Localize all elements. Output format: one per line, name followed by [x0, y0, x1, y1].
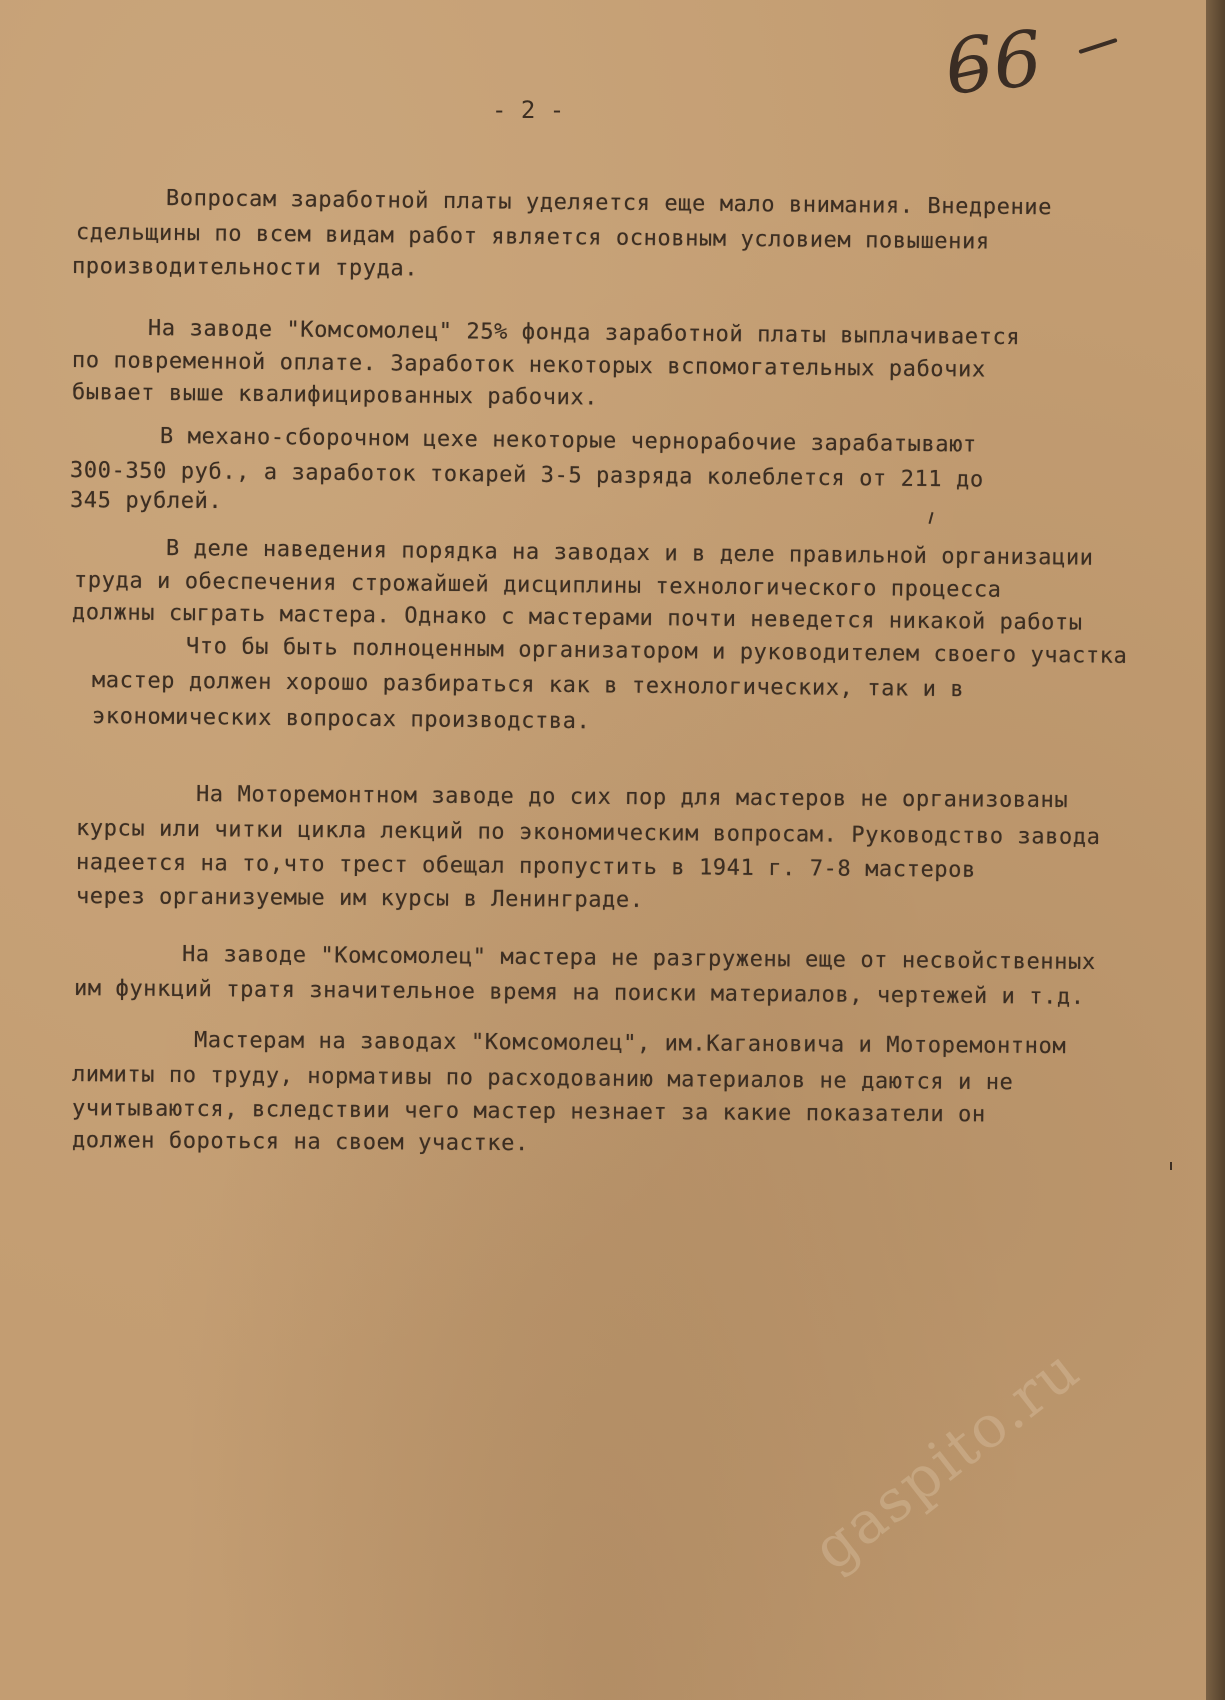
text-line: производительности труда. [71, 254, 419, 282]
text-line: лимиты по труду, нормативы по расходованию материалов не даются и не [71, 1062, 1014, 1096]
page-edge [1206, 0, 1225, 1700]
text-line: надеется на то,что трест обещал пропустить в 1941 г. 7-8 мастеров [75, 850, 977, 883]
text-line: учитываются, вследствии чего мастер незнает за какие показатели он [71, 1096, 986, 1128]
text-line: В деле наведения порядка на заводах и в деле правильной организации [165, 536, 1094, 571]
text-line: труда и обеспечения строжайшей дисциплины технологического процесса [73, 568, 1002, 603]
text-line: должны сыграть мастера. Однако с мастерами почти неведется никакой работы [71, 600, 1083, 636]
text-line: мастер должен хорошо разбираться как в технологических, так и в [91, 668, 965, 703]
text-line: бывает выше квалифицированных рабочих. [71, 380, 599, 411]
text-line: экономических вопросах производства. [91, 704, 591, 735]
pencil-tick-mark [928, 512, 933, 524]
text-line: На заводе "Комсомолец" мастера не разгружены еще от несвойственных [181, 942, 1096, 975]
text-line: Что бы быть полноценным организатором и руководителем своего участка [185, 634, 1128, 669]
text-line: На Моторемонтном заводе до сих пор для мастеров не организованы [195, 782, 1069, 814]
text-line: должен бороться на своем участке. [71, 1128, 529, 1157]
text-line: 300-350 руб., а заработок токарей 3-5 разряда колеблется от 211 до [69, 458, 984, 493]
text-line: по повременной оплате. Заработок некоторых вспомогательных рабочих [71, 348, 986, 383]
text-line: Мастерам на заводах "Комсомолец", им.Кагановича и Моторемонтном [193, 1028, 1067, 1060]
text-line: через организуемые им курсы в Ленинграде. [75, 884, 644, 913]
watermark: gaspito.ru [800, 1334, 1093, 1584]
archive-number-dash [1078, 38, 1117, 54]
pencil-tick-mark [1170, 1162, 1172, 1170]
text-line: курсы или читки цикла лекций по экономическим вопросам. Руководство завода [75, 816, 1101, 850]
text-line: 345 рублей. [69, 488, 223, 515]
text-line: им функций тратя значительное время на поиски материалов, чертежей и т.д. [73, 976, 1085, 1010]
archive-number: 66 [940, 13, 1047, 112]
text-line: сдельщины по всем видам работ является основным условием повышения [75, 220, 990, 255]
page-number: - 2 - [492, 96, 565, 124]
text-line: В механо-сборочном цехе некоторые чернорабочие зарабатывают [159, 424, 977, 458]
text-line: На заводе "Комсомолец" 25% фонда заработной платы выплачивается [147, 316, 1021, 351]
text-line: Вопросам заработной платы уделяется еще мало внимания. Внедрение [165, 186, 1053, 221]
